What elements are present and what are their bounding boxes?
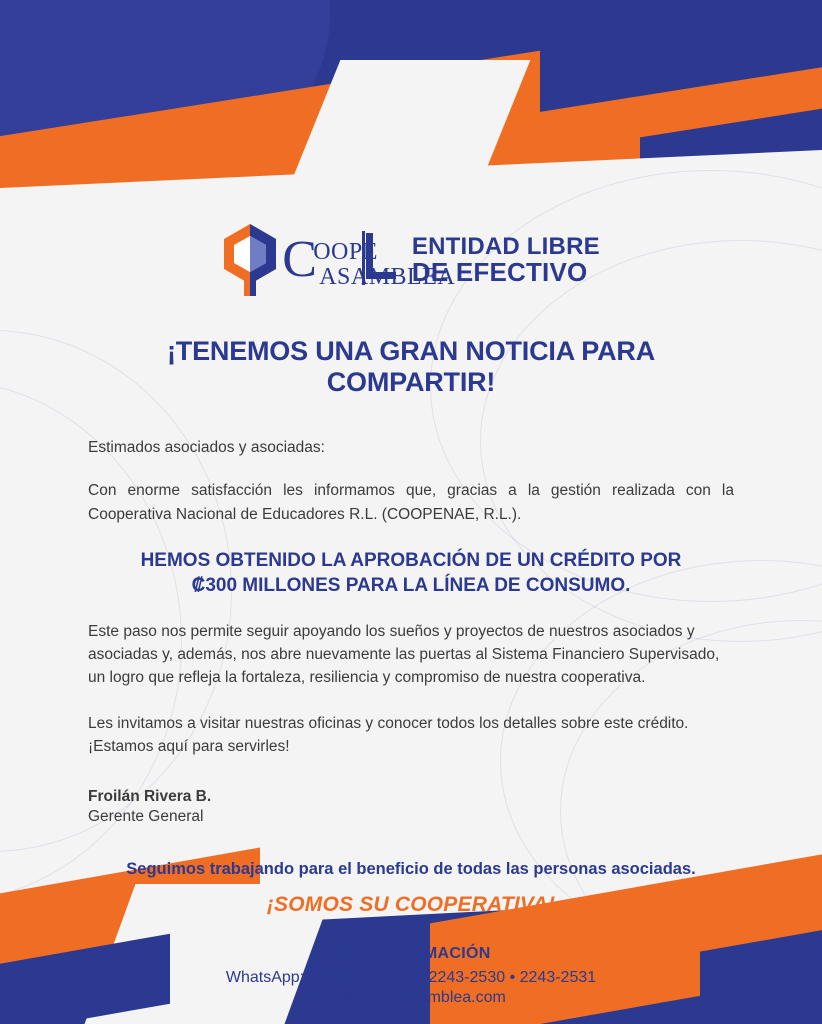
closing-message: Seguimos trabajando para el beneficio de todas las personas asociadas. — [126, 860, 696, 879]
slogan-text: ¡SOMOS SU COOPERATIVA! — [266, 893, 556, 917]
coope-wordmark-lines — [313, 240, 455, 289]
hexagon-logo-icon — [222, 222, 278, 298]
intro-paragraph: Con enorme satisfacción les informamos que, gracias a la gestión realizada con la Cooperativa Nacional de Educadores R.L. (COOPENAE, R.L.). — [88, 482, 734, 523]
body-paragraph-3: Les invitamos a visitar nuestras oficinas y conocer todos los detalles sobre este crédito. ¡Estamos aquí para servirles! — [88, 714, 689, 755]
contact-email[interactable]: info@coopeasamblea.com — [316, 989, 506, 1007]
coope-wordmark — [282, 231, 456, 290]
entidad-line2: DE EFECTIVO — [411, 256, 588, 287]
entidad-line1: ENTIDAD LIBRE — [411, 232, 600, 260]
approval-line-2: ₡300 MILLONES PARA LA LÍNEA DE CONSUMO. — [191, 574, 631, 596]
approval-line-1: HEMOS OBTENIDO LA APROBACIÓN DE UN CRÉDITO POR — [140, 549, 682, 571]
contact-phones[interactable]: WhatsApp: 8461-7737 • Tel. 2243-2530 • 2243-2531 — [225, 969, 597, 987]
contact-block — [88, 945, 734, 1007]
coopeasamblea-logo — [222, 222, 456, 298]
coope-wordmark-line2: ASAMBLEA — [319, 264, 456, 290]
logo-row — [88, 0, 734, 298]
greeting-text: Estimados asociados y asociadas: — [88, 439, 325, 456]
approval-highlight — [88, 548, 734, 598]
signature-role: Gerente General — [88, 808, 204, 826]
page-title: ¡TENEMOS UNA GRAN NOTICIA PARA COMPARTIR! — [167, 336, 655, 397]
signature-name: Froilán Rivera B. — [88, 788, 212, 806]
coope-letter-c: C — [282, 231, 316, 288]
coope-wordmark-line1: OOPE — [313, 239, 378, 265]
body-paragraph-2: Este paso nos permite seguir apoyando los sueños y proyectos de nuestros asociados y asociadas y, además, nos abre nuevamente las puertas al Sistema Financiero Supervisado, un logro que refleja la fortaleza, resiliencia y compromiso de nuestra cooperativa. — [88, 622, 720, 687]
contact-title: MÁS INFORMACIÓN — [331, 945, 491, 963]
